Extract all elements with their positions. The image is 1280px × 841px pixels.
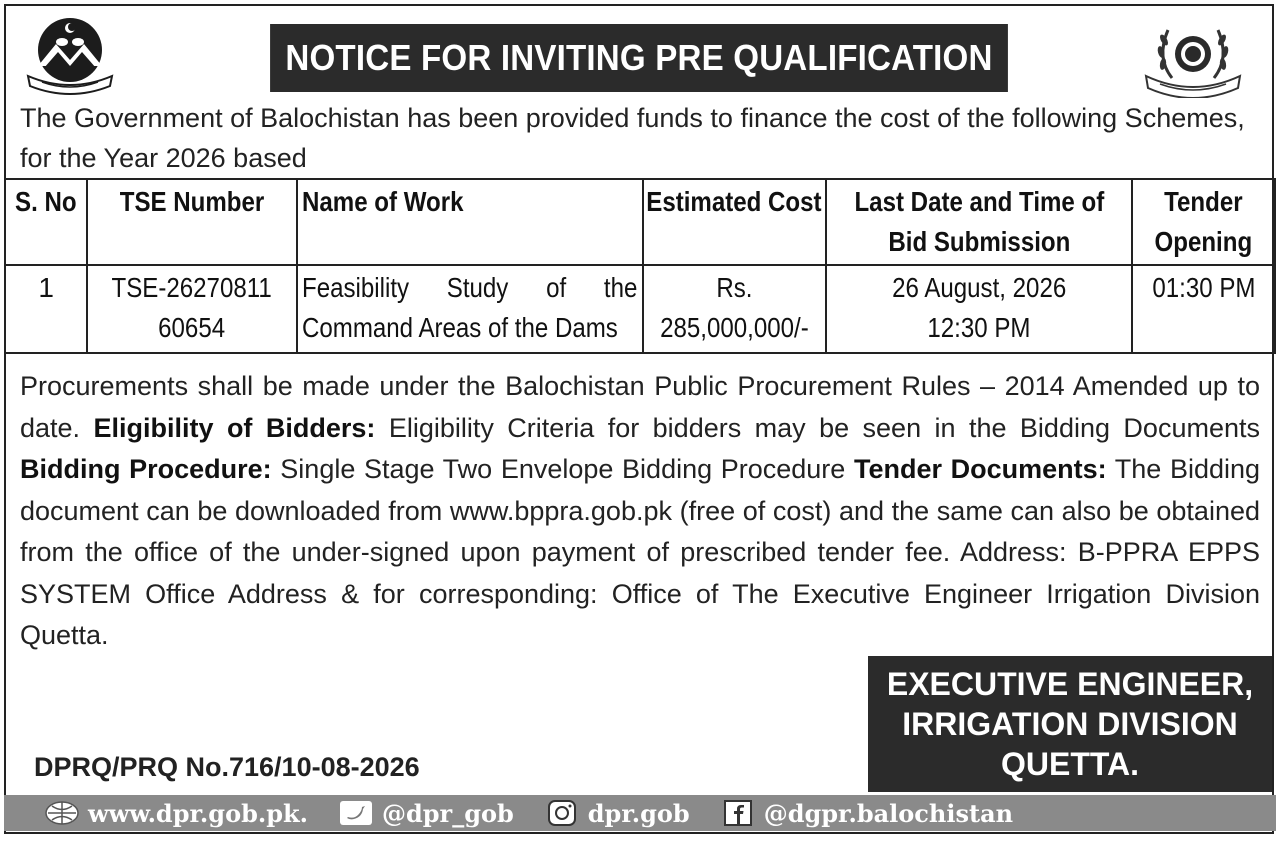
procedure-text: Single Stage Two Envelope Bidding Procedure <box>280 454 846 484</box>
government-seal-logo <box>1142 16 1244 98</box>
signature-block <box>868 656 1272 792</box>
documents-label: Tender Documents: <box>853 454 1107 484</box>
table-header-row <box>5 179 1275 265</box>
social-footer <box>4 795 1276 831</box>
footer-facebook[interactable]: @dgpr.balochistan <box>720 799 1013 828</box>
eligibility-label: Eligibility of Bidders: <box>93 412 376 443</box>
signature-city: QUETTA. <box>1000 746 1140 782</box>
table-row <box>5 265 1275 353</box>
footer-website[interactable]: www.dpr.gob.pk. <box>44 799 308 828</box>
cell-bid-submission: 26 August, 2026 12:30 PM <box>826 265 1133 353</box>
procedure-label: Bidding Procedure: <box>20 454 272 484</box>
header-tse-number: TSE Number <box>87 179 296 265</box>
header-sno: S. No <box>5 179 87 265</box>
notice-title: NOTICE FOR INVITING PRE QUALIFICATION <box>270 24 1008 92</box>
intro-text: The Government of Balochistan has been provided funds to finance the cost of the following Schemes, for the Year 2026 based <box>20 103 1245 173</box>
reference-number: DPRQ/PRQ No.716/10-08-2026 <box>34 752 420 782</box>
tender-table <box>4 178 1276 354</box>
cell-sno: 1 <box>5 265 87 353</box>
header-estimated-cost: Estimated Cost <box>643 179 826 265</box>
eligibility-text: Eligibility Criteria for bidders may be seen in the Bidding Documents <box>388 412 1260 443</box>
procurement-rules-text: Procurements shall be made under the Balochistan Public Procurement Rules – 2014 Amended up to date. <box>20 371 1260 443</box>
footer-instagram[interactable]: dpr.gob <box>544 799 690 828</box>
instagram-icon <box>544 799 580 827</box>
cell-tse-number: TSE-2627081160654 <box>87 265 296 353</box>
twitter-icon <box>338 799 374 827</box>
header-bid-submission: Last Date and Time of Bid Submission <box>826 179 1133 265</box>
cell-estimated-cost: Rs. 285,000,000/- <box>643 265 826 353</box>
header-name-of-work: Name of Work <box>297 179 643 265</box>
footer-twitter[interactable]: @dpr_gob <box>338 799 514 828</box>
cell-name-of-work: Feasibility Study of the Command Areas of the Dams <box>297 265 643 353</box>
documents-text: The Bidding document can be downloaded from www.bppra.gob.pk (free of cost) and the same can also be obtained from the office of the under-signed upon payment of prescribed tender fee. Address: B-PPRA EPPS SYSTEM Office Address & for corresponding: Office of The Executive Engineer Irrigation Division Quetta. <box>20 454 1261 650</box>
signature-title: EXECUTIVE ENGINEER, <box>886 666 1254 702</box>
header-tender-opening: Tender Opening <box>1132 179 1275 265</box>
facebook-icon <box>720 799 756 827</box>
globe-icon <box>44 799 80 827</box>
signature-division: IRRIGATION DIVISION <box>902 706 1238 742</box>
balochistan-emblem-logo <box>22 14 118 96</box>
cell-tender-opening: 01:30 PM <box>1132 265 1275 353</box>
notice-body <box>20 366 1260 657</box>
